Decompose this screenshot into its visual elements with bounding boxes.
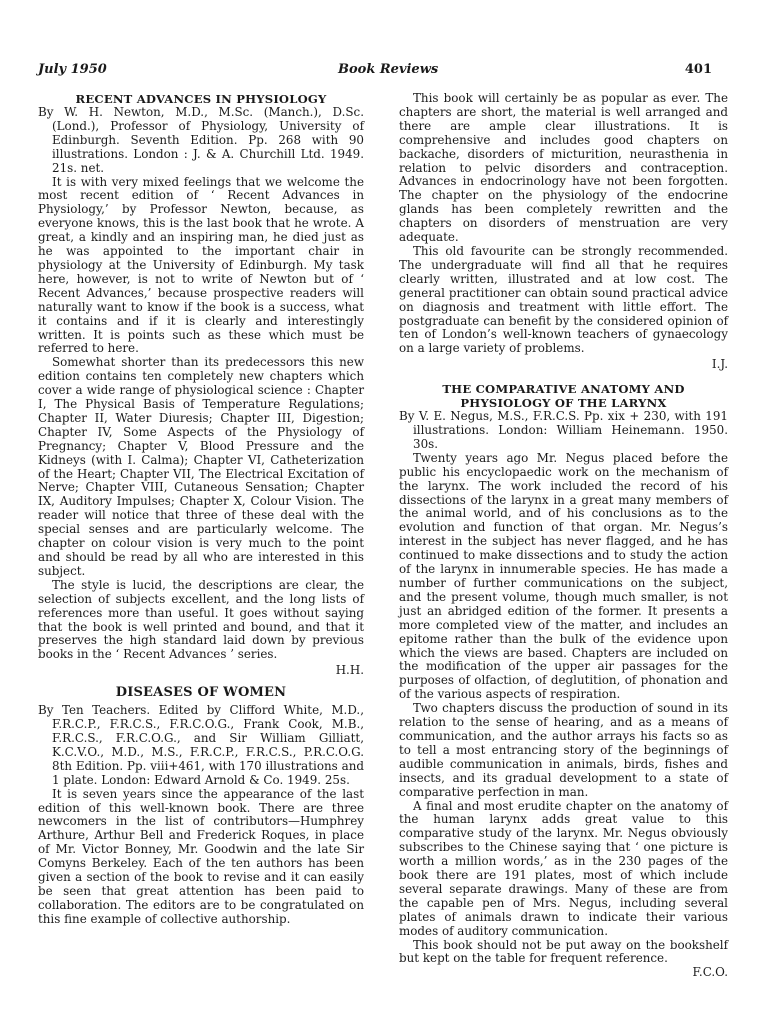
review-paragraph: A final and most erudite chapter on the anatomy of the human larynx adds great value to this comparative study of the larynx. Mr. Negus obviously subscribes to the Chinese saying that ‘ one picture is worth a million words,’ as in the 230 pages of the book there are 191 plates, most of which include several separate drawings. Many of these are from the capable pen of Mrs. Negus, including several plates of animals drawn to indicate their various modes of auditory communication. [399, 798, 728, 938]
biblio-physiology: By W. H. Newton, M.D., M.Sc. (Manch.), D.Sc. (Lond.), Professor of Physiology, University of Edinburgh. Seventh Edition. Pp. 268 with 90 illustrations. London : J. & A. Churchill Ltd. 1949. 21s. net. [38, 105, 364, 175]
review-paragraph: Two chapters discuss the production of sound in its relation to the sense of hearing, and as a means of communication, and the author arrays his facts so as to tell a most entrancing story of the beginnings of audible communication in animals, birds, fishes and insects, and its gradual development to a state of comparative perfection in man. [399, 701, 728, 799]
issue-date: July 1950 [38, 62, 107, 77]
review-paragraph: This book should not be put away on the bookshelf but kept on the table for frequent reference. [399, 937, 728, 966]
biblio-larynx: By V. E. Negus, M.S., F.R.C.S. Pp. xix + 230, with 191 illustrations. London: William Heinemann. 1950. 30s. [399, 409, 728, 451]
left-column [38, 92, 364, 927]
review-paragraph: This old favourite can be strongly recommended. The undergraduate will find all that he requires clearly written, illustrated and at low cost. The general practitioner can obtain sound practical advice on diagnosis and treatment with little effort. The postgraduate can benefit by the considered opinion of ten of London’s well-known teachers of gynaecology on a large variety of problems. [399, 243, 728, 356]
review-title-larynx-line1: THE COMPARATIVE ANATOMY AND [442, 382, 685, 397]
review-paragraph: It is with very mixed feelings that we welcome the most recent edition of ‘ Recent Advances in Physiology,’ by Professor Newton, because, as everyone knows, this is the last book that he wrote. A great, a kindly and an inspiring man, he died just as he was appointed to the important chair in physiology at the University of Edinburgh. My task here, however, is not to write of Newton but of ‘ Recent Advances,’ because prospective readers will naturally want to know if the book is a success, what it contains and if it is clearly and interestingly written. It is points such as these which must be referred to here. [38, 174, 364, 356]
review-paragraph: Somewhat shorter than its predecessors this new edition contains ten completely new chapters which cover a wide range of physiological science : Chapter I, The Physical Basis of Temperature Regulations; Chapter II, Water Diuresis; Chapter III, Digestion; Chapter IV, Some Aspects of the Physiology of Pregnancy; Chapter V, Blood Pressure and the Kidneys (with I. Calma); Chapter VI, Catheterization of the Heart; Chapter VII, The Electrical Excitation of Nerve; Chapter VIII, Cutaneous Sensation; Chapter IX, Auditory Impulses; Chapter X, Colour Vision. The reader will notice that three of these deal with the special senses and are particularly welcome. The chapter on colour vision is very much to the point and should be read by all who are interested in this subject. [38, 355, 364, 578]
review-title-diseases-of-women: DISEASES OF WOMEN [115, 685, 287, 701]
review-paragraph: It is seven years since the appearance of the last edition of this well-known book. There are three newcomers in the list of contributors—Humphrey Arthure, Arthur Bell and Frederick Roques, in place of Mr. Victor Bonney, Mr. Goodwin and the late Sir Comyns Berkeley. Each of the ten authors has been given a section of the book to revise and it can easily be seen that great attention has been paid to collaboration. The editors are to be congratulated on this fine example of collective authorship. [38, 786, 364, 926]
section-title: Book Reviews [338, 62, 439, 77]
reviewer-signature: H.H. [335, 663, 364, 678]
review-paragraph: The style is lucid, the descriptions are clear, the selection of subjects excellent, and the long lists of references more than useful. It goes without saying that the book is well printed and bound, and that it preserves the high standard laid down by previous books in the ‘ Recent Advances ’ series. [38, 577, 364, 662]
review-title-larynx-line2: PHYSIOLOGY OF THE LARYNX [460, 396, 667, 411]
running-head [38, 62, 712, 80]
page-number: 401 [684, 62, 712, 77]
review-paragraph: Twenty years ago Mr. Negus placed before the public his encyclopaedic work on the mechanism of the larynx. The work included the record of his dissections of the larynx in a great many members of the animal world, and of his conclusions as to the evolution and function of that organ. Mr. Negus’s interest in the subject has never flagged, and he has continued to make dissections and to study the action of the larynx in innumerable species. He has made a number of further communications on the subject, and the present volume, though much smaller, is not just an abridged edition of the former. It presents a more completed view of the matter, and includes an epitome rather than the bulk of the evidence upon which the views are based. Chapters are included on the modification of the upper air passages for the purposes of olfaction, of deglutition, of phonation and of the various aspects of respiration. [399, 450, 728, 702]
biblio-diseases-of-women: By Ten Teachers. Edited by Clifford White, M.D., F.R.C.P., F.R.C.S., F.R.C.O.G., Frank Cook, M.B., F.R.C.S., F.R.C.O.G., and Sir William Gilliatt, K.C.V.O., M.D., M.S., F.R.C.P., F.R.C.S., P.R.C.O.G. 8th Edition. Pp. viii+461, with 170 illustrations and 1 plate. London: Edward Arnold & Co. 1949. 25s. [38, 703, 364, 787]
reviewer-signature: F.C.O. [692, 965, 728, 980]
review-title-physiology: RECENT ADVANCES IN PHYSIOLOGY [75, 92, 327, 106]
review-paragraph: This book will certainly be as popular as ever. The chapters are short, the material is well arranged and there are ample clear illustrations. It is comprehensive and includes good chapters on backache, disorders of micturition, neurasthenia in relation to pelvic disorders and contraception. Advances in endocrinology have not been forgotten. The chapter on the physiology of the endocrine glands has been completely rewritten and the chapters on disorders of menstruation are very adequate. [399, 91, 728, 245]
reviewer-signature: I.J. [711, 357, 728, 372]
right-column [399, 92, 728, 984]
